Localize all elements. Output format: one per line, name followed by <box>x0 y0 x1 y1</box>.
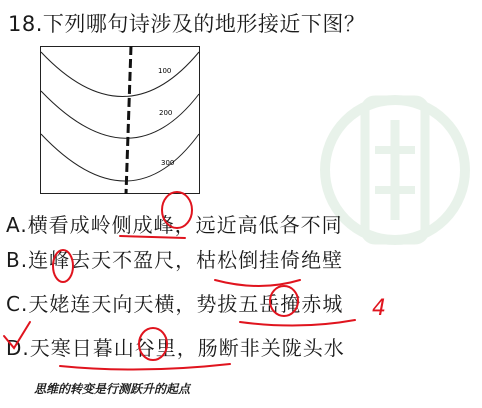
contour-line-100 <box>41 52 199 97</box>
footer-caption: 思维的转变是行测跃升的起点 <box>34 382 191 396</box>
underline-c <box>240 320 355 326</box>
contour-line-200 <box>41 91 199 138</box>
question-title: 18.下列哪句诗涉及的地形接近下图？ <box>8 12 366 36</box>
contour-label-300: 300 <box>161 159 175 167</box>
option-d[interactable]: D.天寒日暮山谷里，肠断非关陇头水 <box>6 336 345 360</box>
underline-b <box>215 280 300 286</box>
underline-d <box>60 364 230 370</box>
option-c[interactable]: C.天姥连天向天横，势拔五岳掩赤城 <box>6 292 344 316</box>
contour-label-200: 200 <box>159 109 173 117</box>
section-dashed-line <box>126 46 131 194</box>
handwritten-note-4: 4 <box>372 296 386 321</box>
diagram-frame <box>41 47 200 194</box>
contour-label-100: 100 <box>158 67 172 75</box>
option-b[interactable]: B.连峰去天不盈尺，枯松倒挂倚绝壁 <box>6 248 344 272</box>
contour-line-300 <box>41 134 199 181</box>
option-a[interactable]: A.横看成岭侧成峰，远近高低各不同 <box>6 213 343 237</box>
contour-diagram <box>40 46 200 194</box>
